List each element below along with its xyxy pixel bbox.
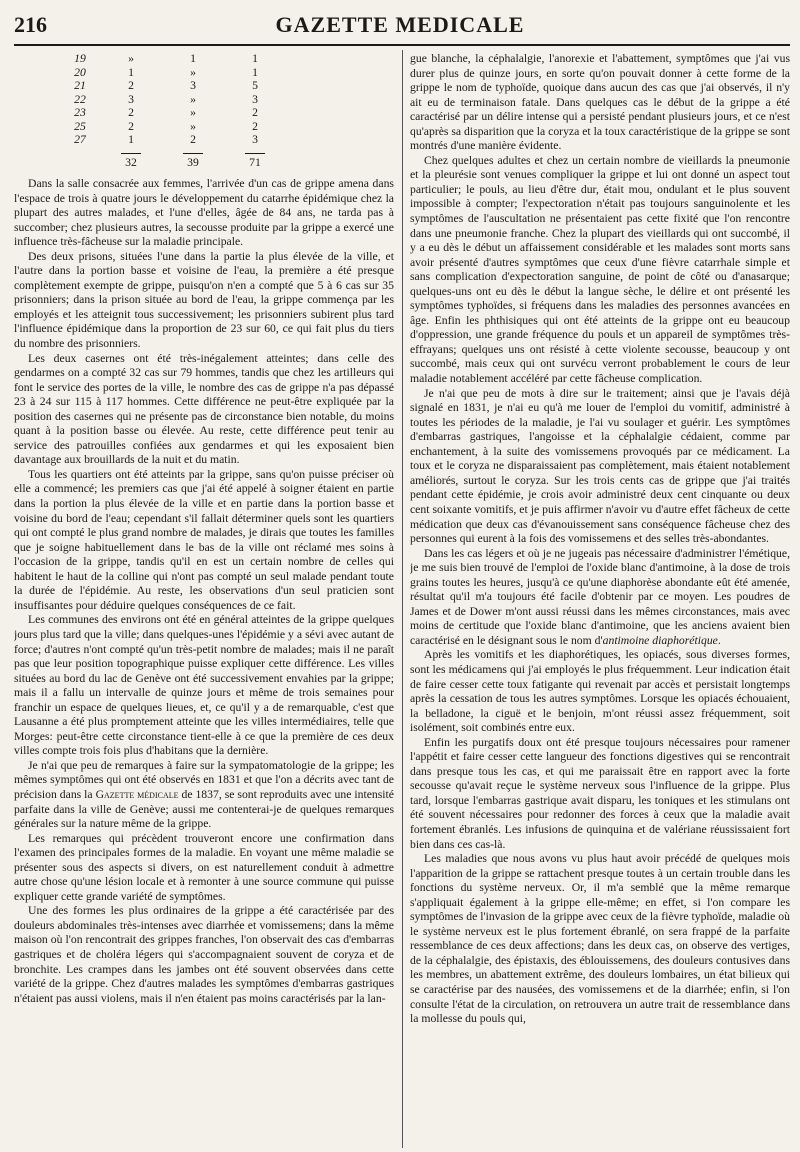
table-cell: 3 (190, 79, 196, 92)
page-header (0, 0, 800, 48)
table-cell: 20 (74, 65, 86, 79)
table-cell: 2 (128, 79, 134, 92)
table-cell (162, 147, 224, 170)
table-cell (100, 147, 162, 170)
paragraph: Tous les quartiers ont été atteints par la grippe, sans qu'on puisse préciser où elle a commencé; les premiers cas que j'ai été appelé à soigner étaient en partie dans la portion la plus élevée de la ville et en partie dans la portion basse et voisine du bord de l'eau; cependant s'il fallait déterminer quels sont les quartiers qui ont compté le plus grand nombre de malades, je dirais que toutes les familles que je soigne habituellement dans le bas de la ville ont réclamé mes soins à l'occasion de la grippe, tandis qu'il en est un certain nombre de celles qui habitent le haut de la colline qui n'ont pas compté un seul malade pendant toute la durée de l'épidémie. Au reste, les observations d'un seul praticien sont insuffisantes pour déduire quelques conséquences de ce fait. (14, 467, 394, 612)
journal-title: GAZETTE MEDICALE (275, 12, 525, 37)
table-cell: 1 (190, 52, 196, 65)
page-number: 216 (14, 12, 47, 37)
text-run: Dans les cas légers et où je ne jugeais pas nécessaire d'administrer l'émétique, je me suis bien trouvé de l'emploi de l'oxide blanc d'antimoine, à la dose de trois grains toutes les heures, jusqu'à ce qu'une diaphorèse abondante eût été amenée, résultat qu'il m'a toujours été facile d'obtenir par ce moyen. Les poudres de James et de Dower m'ont aussi réussi dans les mêmes circonstances, mais avec moins de certitude que l'oxide blanc d'antimoine, que les anciens avaient bien caractérisé en le désignant sous le nom d' (410, 546, 790, 647)
table-cell: 25 (74, 119, 86, 133)
table-cell: » (190, 65, 196, 79)
table-row (60, 66, 286, 80)
table-cell: 2 (128, 106, 134, 119)
table-cell: 3 (252, 133, 258, 146)
table-cell: 27 (74, 133, 86, 146)
table-cell: 1 (252, 65, 258, 79)
table-cell: 3 (252, 92, 258, 106)
column-divider (402, 50, 403, 1148)
table-cell: 19 (74, 52, 86, 65)
paragraph: Les maladies que nous avons vu plus haut avoir précédé de quelques mois l'apparition de la grippe se rattachent presque toutes à un certain trouble dans les fonctions du système nerveux. Or, il m'a semblé que la même remarque s'appliquait également à la grippe elle-même; en effet, si l'on compare les symptômes de l'invasion de la grippe avec ceux de la fièvre typhoïde, maladie où le système nerveux est le plus fortement ébranlé, on sera frappé de la parfaite ressemblance de ces deux affections; dans les deux cas, on observe des vertiges, de la céphalalgie, des épistaxis, des éblouissemens, des douleurs contusives dans les membres, un abattement extrême, des douleurs lombaires, un état bilieux qui se caractérise par des nausées, des vomissemens et de la diarrhée; enfin, si l'on consulte l'état de la circulation, on retrouvera un autre trait de ressemblance dans la mollesse du pouls qui, (410, 852, 790, 1026)
table-cell: 5 (252, 79, 258, 92)
table-cell: 23 (74, 106, 86, 119)
total-value: 39 (183, 153, 203, 170)
text-run: de 1837, se sont reproduits avec une intensité parfaite dans la ville de Genève; aussi me contenterai-je de quelques remarques générales sur la nature même de la grippe. (14, 787, 394, 831)
statistics-table (60, 52, 286, 169)
paragraph: Chez quelques adultes et chez un certain nombre de vieillards la pneumonie et la pleurésie sont venues compliquer la grippe et lui ont donné un aspect tout particulier; le pouls, au lieu d'être dur, était mou, ondulant et le plus souvent impossible à compter; l'expectoration n'était pas toujours sanguinolente et les symptômes de l'auscultation ne présentaient pas cette fixité que l'on rencontre dans une pneumonie franche. Chez la plupart des vieillards qui ont succombé, il y a eu dès le début un affaissement considérable et les malades sont morts sans avoir présenté d'autres symptômes que ceux d'une fièvre catarrhale simple et sans complication d'expectoration sanguine, de point de côté ou d'anasarque; quelques-uns ont eu dès le début la langue sèche, le délire et ont présenté les symptômes typhoïdes, si fréquens dans les maladies des personnes avancées en âge. Enfin les phthisiques qui ont été atteints de la grippe ont eu beaucoup d'oppression, une grande fréquence du pouls et un appareil de symptômes très-effrayans; quelques uns ont résisté à cette violente secousse, beaucoup y ont succombé, mais ceux qui ont survécu verront probablement le cours de leur maladie notablement accéléré par cette fâcheuse complication. (410, 153, 790, 386)
paragraph: Après les vomitifs et les diaphorétiques, les opiacés, sous diverses formes, sont les médicamens qui j'ai employés le plus fréquemment. Leur indication était de faire cesser cette toux fatigante qui revenait par accès et persistait longtemps après la cessation de tous les autres symptômes. Lorsque les opiacés échouaient, la belladone, la ciguë et le benjoin, m'ont réussi assez fréquemment, soit isolément, soit combinés entre eux. (410, 648, 790, 735)
paragraph: Les communes des environs ont été en général atteintes de la grippe quelques jours plus tard que la ville; dans quelques-unes l'épidémie y a sévi avec autant de force; d'autres n'ont compté qu'un très-petit nombre de malades; mais il ne paraît pas que leur position topographique puisse expliquer cette différence. Les villes situées au bord du lac de Genève ont été successivement envahies par la grippe; mais il a fallu un intervalle de quinze jours et même de trois semaines pour franchir un espace de quelques lieues, et, ce qu'il y a de remarquable, c'est que Lausanne a été plus promptement atteinte que les villes intermédiaires, telle que Morges: peut-être cette circonstance tient-elle à ce que la première de ces deux villes compte trois fois plus d'habitans que la dernière. (14, 613, 394, 758)
total-value: 32 (121, 153, 141, 170)
paragraph: Je n'ai que peu de mots à dire sur le traitement; ainsi que je l'avais déjà signalé en 1831, je n'ai eu qu'à me louer de l'emploi du vomitif, administré à toutes les périodes de la maladie, je l'ai vu soulager et guérir. Les symptômes d'embarras gastriques, l'angoisse et la céphalalgie cédaient, comme par enchantement, à la suite des vomissemens provoqués par ce médicament. La toux et le coryza ne disparaissaient pas complètement, mais étaient notablement améliorés, surtout le coryza. Sur les trois cents cas de grippe que j'ai traités pendant cette épidémie, je crois avoir administré deux cent cinquante ou deux cent soixante vomitifs, et je puis affirmer n'avoir vu d'autre effet fâcheux de cette médication que deux cas d'évanouissement sans conséquence fâcheuse chez des personnes qui eurent à la fois des vomissemens et des selles très-abondantes. (410, 386, 790, 546)
paragraph (14, 759, 394, 832)
paragraph: Des deux prisons, situées l'une dans la partie la plus élevée de la ville, et l'autre dans la portion basse et voisine de l'eau, la première a été presque complètement exempte de grippe, puisqu'on n'en a compté que 5 à 6 cas sur 35 prisonniers; dans la prison située au bord de l'eau, la grippe commença par les employés et les atteignit tous successivement; les prisonniers subirent plus tard l'influence épidémique dans la proportion de 23 sur 60, ce qui fait plus du tiers du nombre des prisonniers. (14, 249, 394, 351)
table-row (60, 133, 286, 147)
paragraph: Enfin les purgatifs doux ont été presque toujours nécessaires pour ramener l'appétit et faire cesser cette langueur des fonctions digestives qui se rencontrait dans presque tous les cas, et qui me paraissait être en rapport avec la forte secousse qu'avait reçue le système nerveux sous l'influence de la grippe. Plus tard, lorsque l'embarras gastrique avait disparu, les toniques et les stimulans ont été souvent nécessaires pour redonner des forces à ceux que la maladie avait fortement ébranlés. Les infusions de quinquina et de valériane réussissaient fort bien dans ces cas-là. (410, 735, 790, 851)
table-cell: 21 (74, 79, 86, 92)
paragraph: gue blanche, la céphalalgie, l'anorexie et l'abattement, symptômes que j'ai vus durer plus de quinze jours, en sorte qu'on pouvait donner à cette forme de la grippe le nom de typhoïde, quoique dans aucun des cas que j'ai observés, il n'y ait eu de terminaison fatale. Dans quelques cas le début de la grippe a été caractérisé par un délire intense qui a persisté pendant plusieurs jours, et ce n'est qu'après sa disparition que la coryza et la toux caractéristique de la grippe se sont montrés d'une manière évidente. (410, 52, 790, 153)
table-cell: 2 (252, 106, 258, 119)
table-cell: » (128, 52, 134, 65)
total-value: 71 (245, 153, 265, 170)
left-column (14, 52, 394, 1148)
italic-term: antimoine diaphorétique (602, 633, 718, 647)
header-rule (14, 44, 790, 46)
table-cell: » (190, 119, 196, 133)
paragraph: Une des formes les plus ordinaires de la grippe a été caractérisée par des douleurs abdominales très-intenses avec diarrhée et vomissemens; dans la même maison où l'on rencontrait des grippes franches, l'on observait des cas d'embarras gastriques et de choléra légers qui s'accompagnaient souvent de coryza et de bronchite. Les crampes dans les jambes ont été souvent observées dans cette variété de la grippe. Chez d'autres malades les symptômes d'embarras gastriques n'étaient pas aussi violens, mais il n'en étaient pas moins caractérisés par la lan- (14, 904, 394, 1005)
text-run: Je n'ai que peu de remarques à faire sur la sympatomatologie de la grippe; les mêmes symptômes qui ont été observés en 1831 et que l'on a décrits avec tant de précision dans la (14, 758, 394, 801)
table-cell (224, 147, 286, 170)
table-cell: » (190, 92, 196, 106)
table-cell: 22 (74, 92, 86, 106)
table-cell: 1 (252, 52, 258, 65)
table-totals-row (60, 147, 286, 170)
paragraph: Les remarques qui précèdent trouveront encore une confirmation dans l'examen des principales formes de la maladie. En voyant une même maladie se présenter sous des aspects si divers, on est naturellement conduit à admettre autre chose qu'une lésion locale et à remonter à une source commune qui puisse expliquer cette grande variété de symptômes. (14, 831, 394, 903)
journal-reference: Gazette médicale (95, 787, 179, 801)
table-cell: 1 (128, 65, 134, 79)
table-cell: 2 (252, 119, 258, 133)
table-cell: » (190, 106, 196, 119)
table-cell: 1 (128, 133, 134, 146)
table-cell: 3 (128, 92, 134, 106)
table-row (60, 93, 286, 107)
table-cell: 2 (190, 133, 196, 146)
right-column (410, 52, 790, 1148)
table-row (60, 52, 286, 66)
paragraph: Les deux casernes ont été très-inégalement atteintes; dans celle des gendarmes on a compté 32 cas sur 79 hommes, tandis que chez les artilleurs qui font le service des portes de la ville, le nombre des cas de grippe n'a pas dépassé 23 à 24 sur 115 à 117 hommes. Cette différence ne peut-être expliquée par la position des casernes qui ne présente pas de circonstance bien notable, du moins quant à la position basse ou élevée. Au reste, cette différence peut tenir au service des patrouilles confiées aux gendarmes et qui les exposaient bien davantage aux brouillards de la nuit et du matin. (14, 351, 394, 467)
table-cell: 2 (128, 119, 134, 133)
table-cell (60, 147, 100, 170)
text-run: . (717, 633, 721, 647)
paragraph (410, 547, 790, 649)
paragraph: Dans la salle consacrée aux femmes, l'arrivée d'un cas de grippe amena dans l'espace de trois à quatre jours le développement du catarrhe épidémique chez la plupart des autres malades, et l'une d'elles, âgée de 84 ans, ne tarda pas à succomber; chez plusieurs autres, la secousse produite par la grippe a exercé une influence très-fâcheuse sur la maladie principale. (14, 177, 394, 249)
table-row (60, 120, 286, 134)
table-row (60, 106, 286, 120)
table-row (60, 79, 286, 93)
